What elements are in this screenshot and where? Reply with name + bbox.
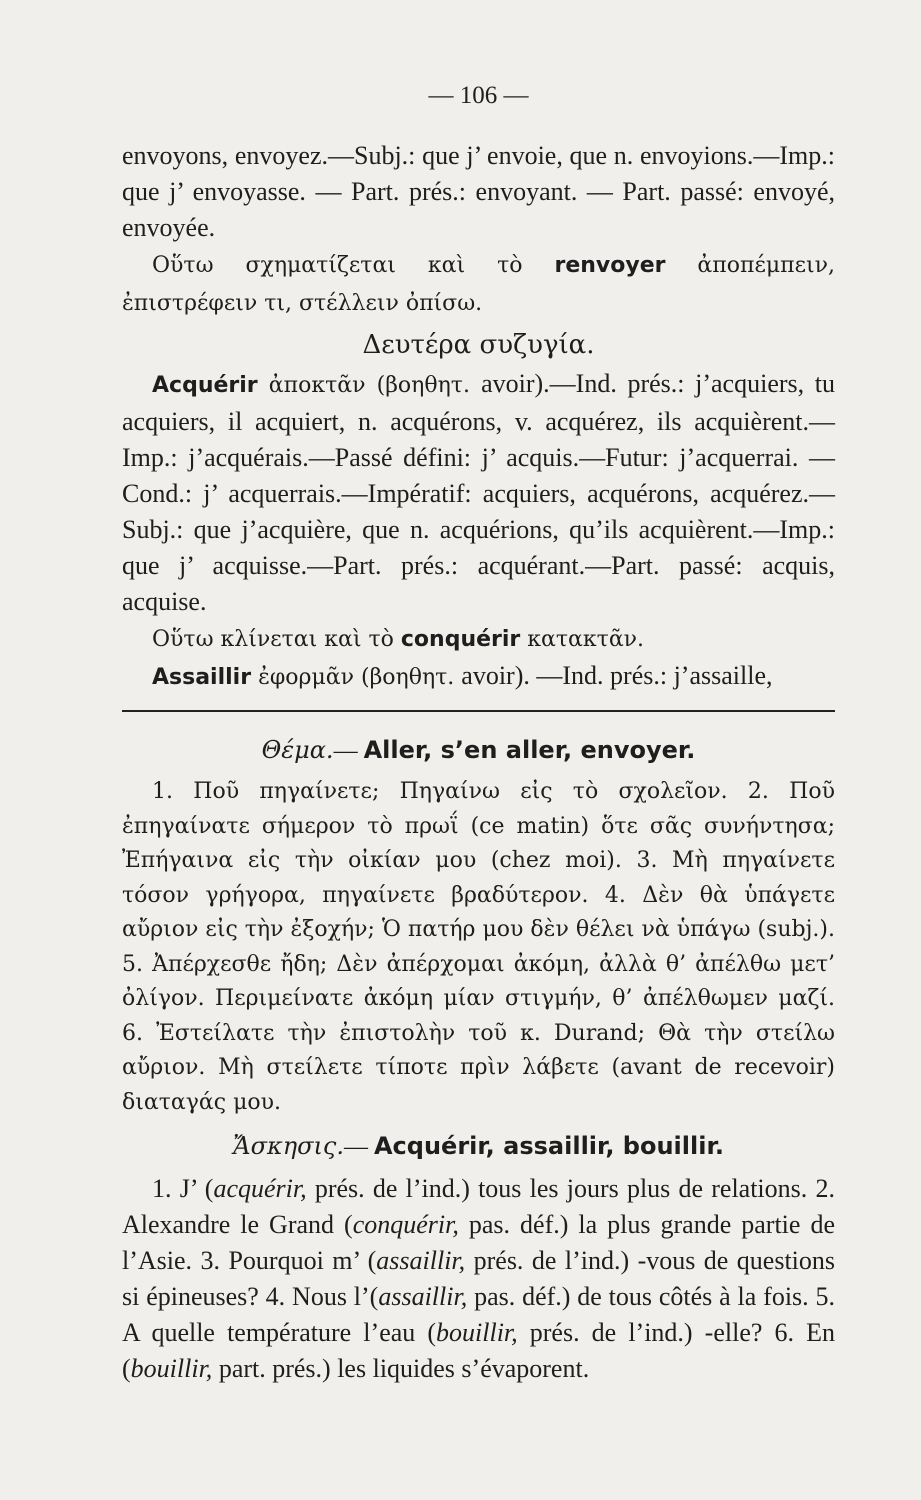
paragraph-renvoyer xyxy=(122,246,835,322)
exercise-item-1: 1. J’ (acquérir, prés. de l’ind.) tous les jours plus de relations. xyxy=(152,1174,808,1203)
exercise-title xyxy=(122,1132,835,1161)
theme-label: Θέμα. xyxy=(261,736,334,764)
exercise-item-3: 3. Pourquoi m’ (assaillir, prés. de l’ind.) -vous de questions si épineuses? xyxy=(122,1246,836,1311)
theme-text: 1. Ποῦ πηγαίνετε; Πηγαίνω εἰς τὸ σχολεῖον. 2. Ποῦ ἐπηγαίνατε σήμερον τὸ πρωΐ (ce matin) ὅτε σᾶς συνήντησα; Ἐπήγαινα εἰς τὴν οἰκίαν μου (chez moi). 3. Μὴ πηγαίνετε τόσον γρήγορα, πηγαίνετε βραδύτερον. 4. Δὲν θὰ ὑπάγετε αὔριον εἰς τὴν ἐξοχήν; Ὁ πατήρ μου δὲν θέλει νὰ ὑπάγω (subj.). 5. Ἀπέρχεσθε ἤδη; Δὲν ἀπέρχομαι ἀκόμη, ἀλλὰ θ’ ἀπέλθω μετ’ ὀλίγον. Περιμείνατε ἀκόμη μίαν στιγμήν, θ’ ἀπέλθωμεν μαζί. 6. Ἐστείλατε τὴν ἐπιστολὴν τοῦ κ. Durand; Θὰ τὴν στείλω αὔριον. Μὴ στείλετε τίποτε πρὶν λάβετε (avant de recevoir) διαταγάς μου. xyxy=(122,779,835,1115)
paragraph-acquerir xyxy=(122,366,835,620)
title-dash: — xyxy=(333,738,364,764)
greek-text: ἀποπέμπειν, ἐπιστρέφειν τι, στέλλειν ὀπίσω. xyxy=(122,253,835,316)
exercise-text xyxy=(122,1171,835,1387)
paragraph-envoyer-forms: envoyons, envoyez.—Subj.: que j’ envoie, que n. envoyions.—Imp.: que j’ envoyasse. — Part. prés.: envoyant. — Part. passé: envoyé, envoyée. xyxy=(122,141,835,242)
paragraph-text: avoir).—Ind. prés.: j’acquiers, tu acquiers, il acquiert, n. acquérons, v. acquérez, ils acquièrent.—Imp.: j’acquérais.—Passé défini: j’ acquis.—Futur: j’acquerrai. — Cond.: j’ acquerrais.—Impératif: acquiers, acquérons, acquérez.—Subj.: que j’acquière, que n. acquérions, qu’ils acquièrent.—Imp.: que j’ acquisse.—Part. prés.: acquérant.—Part. passé: acquis, acquise. xyxy=(122,369,835,616)
greek-text: Οὕτω κλίνεται καὶ τὸ xyxy=(152,627,401,652)
bold-term: renvoyer xyxy=(554,253,666,278)
section-heading: Δευτέρα συζυγία. xyxy=(362,330,595,360)
theme-subject: Aller, s’en aller, envoyer. xyxy=(363,736,696,764)
greek-text: ἐφορμᾶν (βοηθητ. xyxy=(251,665,462,690)
theme-title xyxy=(122,736,835,765)
paragraph-assaillir xyxy=(122,658,835,696)
title-dash: — xyxy=(343,1134,374,1160)
paragraph-text: avoir). —Ind. prés.: j’assaille, xyxy=(461,661,773,690)
bold-term: conquérir xyxy=(400,627,521,652)
exercise-item-6: 6. En (bouillir, part. prés.) les liquides s’évaporent. xyxy=(122,1318,835,1383)
divider xyxy=(122,710,835,712)
page-number: — 106 — xyxy=(428,82,529,109)
exercise-item-4: 4. Nous l’(assaillir, pas. déf.) de tous côtés à la fois. xyxy=(258,1282,809,1311)
bold-term: Assaillir xyxy=(152,665,252,690)
exercise-item-2: 2. Alexandre le Grand (conquérir, pas. déf.) la plus grande partie de l’Asie. xyxy=(122,1174,835,1275)
exercise-subject: Acquérir, assaillir, bouillir. xyxy=(373,1132,724,1160)
greek-text: κατακτᾶν. xyxy=(520,627,645,652)
theme-section xyxy=(122,775,835,1120)
paragraph-conquerir xyxy=(122,620,835,658)
greek-text: Οὕτω σχηματίζεται καὶ τὸ xyxy=(152,253,555,278)
exercise-label: Ἄσκησις. xyxy=(232,1132,344,1160)
bold-term: Acquérir xyxy=(152,373,258,398)
exercise-item-5: 5. A quelle température l’eau (bouillir, prés. de l’ind.) -elle? xyxy=(122,1282,836,1347)
greek-text: ἀποκτᾶν (βοηθητ. xyxy=(257,373,482,398)
